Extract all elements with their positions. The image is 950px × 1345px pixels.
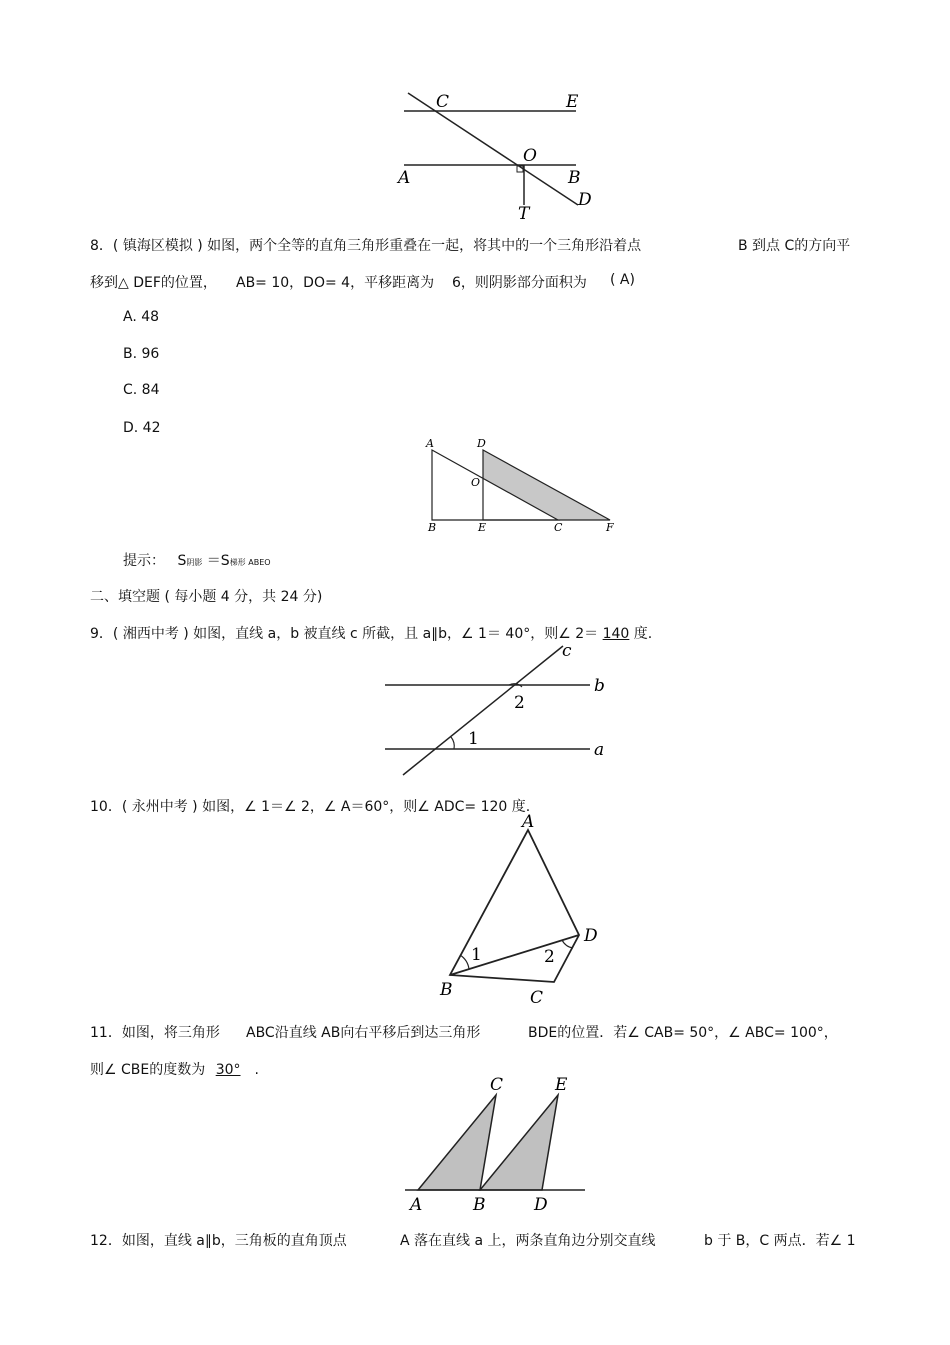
label-a: A	[410, 1195, 423, 1215]
label-2: 2	[514, 693, 525, 713]
label-o: O	[523, 146, 537, 166]
label-d: D	[584, 926, 598, 946]
label-2: 2	[544, 947, 555, 967]
angle-2-arc	[562, 940, 573, 948]
q8-line2b: AB= 10，DO= 4，平移距离为	[236, 275, 435, 291]
label-t: T	[518, 204, 530, 224]
figure-q9	[380, 638, 620, 783]
q12-text-b: A 落在直线 a 上，两条直角边分别交直线	[400, 1233, 656, 1249]
q8-line1: 8．( 镇海区模拟 ) 如图，两个全等的直角三角形重叠在一起，将其中的一个三角形沿着点	[90, 238, 642, 254]
q9-stem: 9．( 湘西中考 ) 如图，直线 a，b 被直线 c 所截，且 a∥b，∠ 1＝ 40°，则∠ 2＝	[90, 626, 599, 642]
label-b: B	[568, 168, 581, 188]
q8-option-c[interactable]: C. 84	[123, 382, 160, 398]
label-d: D	[477, 437, 486, 450]
figure-q11	[400, 1070, 600, 1220]
label-c: C	[554, 521, 563, 534]
q12-text-a: 12．如图，直线 a∥b，三角板的直角顶点	[90, 1233, 347, 1249]
q8-option-a[interactable]: A. 48	[123, 309, 160, 325]
q12-text-c: b 于 B，C 两点．若∠ 1	[704, 1233, 856, 1249]
hint-sub1: 阴影	[186, 558, 203, 567]
q11-answer: 30°	[215, 1062, 241, 1078]
label-b: B	[473, 1195, 486, 1215]
label-c: C	[490, 1075, 504, 1095]
section2-title: 二、填空题 ( 每小题 4 分，共 24 分)	[90, 589, 323, 605]
hint-eq: ＝S	[206, 553, 230, 569]
q11-stem: 则∠ CBE的度数为	[90, 1062, 206, 1078]
label-1: 1	[471, 945, 482, 965]
hint-s1: S	[177, 553, 187, 569]
figure-q8	[420, 435, 620, 535]
diagonal-bd	[450, 935, 579, 975]
q11-tail: .	[254, 1062, 259, 1078]
q9-tail: 度.	[633, 626, 653, 642]
q8-option-d[interactable]: D. 42	[123, 420, 161, 436]
q8-line1b: B 到点 C的方向平	[738, 238, 851, 254]
label-c: C	[530, 988, 544, 1008]
label-e: E	[478, 521, 487, 534]
label-c: c	[562, 641, 572, 661]
q8-line2d: ( A)	[610, 272, 635, 288]
label-b: B	[428, 521, 437, 534]
figure-q10	[438, 810, 618, 1010]
q10-text: 10．( 永州中考 ) 如图，∠ 1＝∠ 2，∠ A＝60°，则∠ ADC= 120 度.	[90, 799, 531, 815]
quadrilateral-abcd	[450, 830, 579, 982]
q11-line1c: BDE的位置．若∠ CAB= 50°，∠ ABC= 100°，	[528, 1025, 838, 1041]
q8-hint	[123, 550, 271, 570]
line-c	[403, 646, 563, 775]
label-e: E	[566, 92, 579, 112]
label-a: A	[398, 168, 411, 188]
angle-1-arc	[460, 955, 469, 969]
q11-line1b: ABC沿直线 AB向右平移后到达三角形	[246, 1025, 481, 1041]
label-o: O	[471, 476, 481, 489]
label-a: A	[522, 812, 535, 832]
hint-sub2: 梯形 ABEO	[229, 558, 271, 567]
q11-line1a: 11．如图，将三角形	[90, 1025, 220, 1041]
q8-line2c: 6，则阴影部分面积为	[452, 275, 587, 291]
label-a: a	[594, 740, 605, 760]
label-d: D	[578, 190, 592, 210]
label-e: E	[555, 1075, 568, 1095]
label-f: F	[606, 521, 614, 534]
triangle-abc	[418, 1095, 496, 1190]
label-c: C	[436, 92, 450, 112]
angle-1-arc	[451, 737, 454, 749]
line-cd	[408, 93, 578, 205]
q8-line2a: 移到△ DEF的位置，	[90, 275, 217, 291]
q8-option-b[interactable]: B. 96	[123, 346, 160, 362]
label-b: B	[440, 980, 453, 1000]
figure-q7	[390, 85, 610, 225]
label-d: D	[534, 1195, 548, 1215]
label-a: A	[426, 437, 434, 450]
label-b: b	[594, 676, 605, 696]
hint-prefix: 提示：	[123, 553, 165, 569]
q11-line2	[90, 1059, 259, 1079]
q9-answer: 140	[602, 626, 630, 642]
label-1: 1	[468, 729, 479, 749]
